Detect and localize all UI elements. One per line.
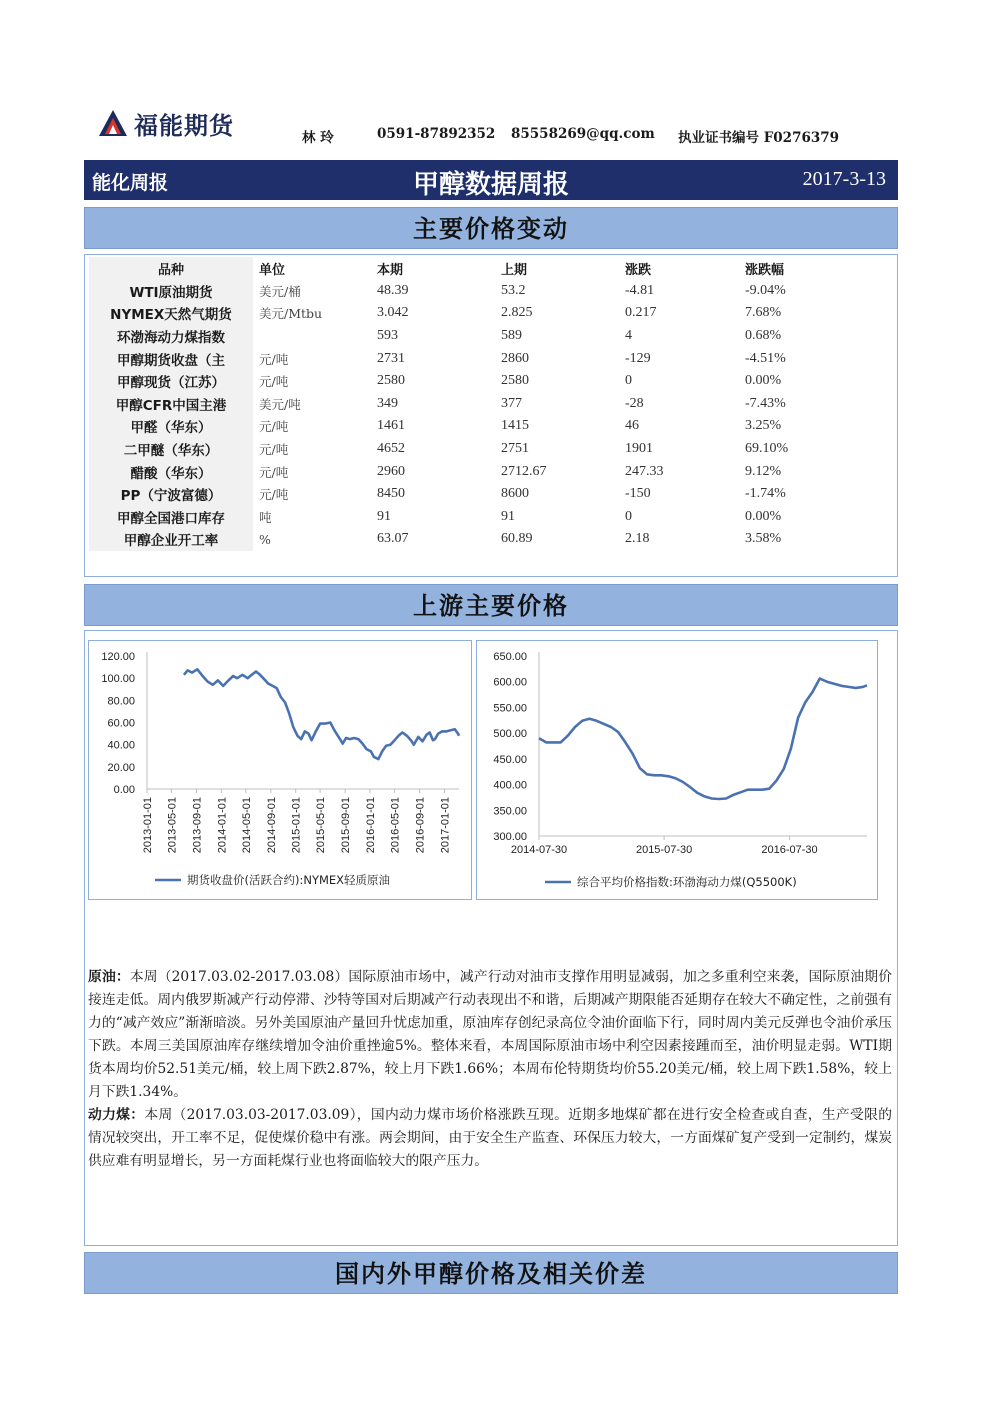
coal-index-chart-svg: [477, 641, 879, 901]
previous-cell: 2712.67: [501, 463, 547, 479]
crude-oil-chart-svg: [89, 641, 473, 901]
table-header-row: [89, 257, 855, 280]
y-tick-label: 40.00: [107, 739, 135, 752]
change-cell: 1901: [625, 441, 653, 457]
change-cell: 247.33: [625, 463, 664, 479]
previous-cell: 53.2: [501, 282, 526, 298]
x-tick-label: 2015-07-30: [635, 844, 693, 856]
coal-label: 动力煤：: [88, 1107, 145, 1123]
unit-cell: %: [259, 531, 271, 547]
table-row: [89, 347, 855, 370]
crude-commentary: [88, 966, 892, 1104]
current-cell: 91: [377, 508, 391, 524]
pct-cell: 69.10%: [745, 441, 789, 457]
change-cell: 0: [625, 508, 632, 524]
variety-cell: WTI原油期货: [89, 280, 253, 303]
change-cell: 4: [625, 328, 632, 344]
x-tick-label: 2017-01-01: [439, 797, 452, 854]
x-tick-label: 2016-09-01: [414, 797, 427, 854]
pct-cell: 0.00%: [745, 508, 782, 524]
current-cell: 8450: [377, 486, 405, 502]
crude-label: 原油：: [88, 969, 130, 985]
change-cell: 2.18: [625, 531, 650, 547]
current-cell: 63.07: [377, 531, 409, 547]
pct-cell: 0.00%: [745, 373, 782, 389]
unit-cell: 元/吨: [259, 374, 289, 390]
x-tick-label: 2014-01-01: [216, 797, 229, 854]
x-tick-label: 2014-07-30: [510, 844, 568, 856]
market-commentary: [88, 966, 892, 1173]
y-tick-label: 500.00: [493, 728, 527, 741]
current-cell: 349: [377, 395, 398, 411]
header-variety: 品种: [89, 257, 253, 280]
variety-cell: 甲醇现货（江苏）: [89, 370, 253, 393]
series-line: [184, 669, 459, 759]
table-row: [89, 393, 855, 416]
pct-cell: 7.68%: [745, 305, 782, 321]
change-cell: -28: [625, 395, 644, 411]
current-cell: 2580: [377, 373, 405, 389]
unit-cell: 元/吨: [259, 464, 289, 480]
legend-label: 期货收盘价(活跃合约):NYMEX轻质原油: [187, 873, 391, 887]
x-tick-label: 2013-09-01: [191, 797, 204, 854]
pct-cell: -7.43%: [745, 395, 786, 411]
header-previous: 上期: [501, 262, 528, 278]
y-tick-label: 600.00: [493, 676, 527, 689]
change-cell: 0.217: [625, 305, 657, 321]
pct-cell: 9.12%: [745, 463, 782, 479]
y-tick-label: 0.00: [113, 784, 135, 796]
table-row: [89, 302, 855, 325]
price-table-panel: [84, 254, 898, 577]
pct-cell: -1.74%: [745, 486, 786, 502]
table-row: [89, 483, 855, 506]
x-tick-label: 2014-05-01: [240, 797, 253, 854]
previous-cell: 60.89: [501, 531, 533, 547]
unit-cell: 美元/桶: [259, 283, 301, 299]
current-cell: 48.39: [377, 282, 409, 298]
y-tick-label: 550.00: [493, 702, 527, 715]
previous-cell: 2.825: [501, 305, 533, 321]
previous-cell: 2860: [501, 350, 529, 366]
unit-cell: 元/吨: [259, 351, 289, 367]
unit-cell: 元/吨: [259, 487, 289, 503]
license-number: 执业证书编号 F0276379: [678, 130, 840, 146]
section-upstream: 上游主要价格: [84, 584, 898, 626]
section-domestic-prices: 国内外甲醇价格及相关价差: [84, 1252, 898, 1294]
unit-cell: 美元/吨: [259, 396, 301, 412]
header-unit: 单位: [259, 262, 286, 278]
current-cell: 2731: [377, 350, 405, 366]
current-cell: 593: [377, 328, 398, 344]
y-tick-label: 100.00: [101, 673, 135, 686]
x-tick-label: 2015-05-01: [315, 797, 328, 854]
x-tick-label: 2016-05-01: [389, 797, 402, 854]
legend-label: 综合平均价格指数:环渤海动力煤(Q5500K): [577, 875, 797, 889]
table-row: [89, 460, 855, 483]
previous-cell: 377: [501, 395, 522, 411]
y-tick-label: 450.00: [493, 753, 527, 766]
unit-cell: 元/吨: [259, 442, 289, 458]
previous-cell: 8600: [501, 486, 529, 502]
change-cell: 0: [625, 373, 632, 389]
y-tick-label: 300.00: [493, 831, 527, 843]
header-pct: 涨跌幅: [745, 262, 785, 278]
previous-cell: 2580: [501, 373, 529, 389]
pct-cell: 3.25%: [745, 418, 782, 434]
variety-cell: NYMEX天然气期货: [89, 302, 253, 325]
logo-text: 福能期货: [134, 111, 234, 140]
variety-cell: 甲醇企业开工率: [89, 528, 253, 551]
current-cell: 2960: [377, 463, 405, 479]
x-tick-label: 2014-09-01: [265, 797, 278, 854]
report-category: 能化周报: [92, 172, 169, 194]
variety-cell: 甲醇全国港口库存: [89, 506, 253, 529]
y-tick-label: 60.00: [107, 717, 135, 730]
header-change: 涨跌: [625, 262, 652, 278]
company-logo: [98, 106, 234, 140]
table-row: [89, 325, 855, 348]
table-row: [89, 280, 855, 303]
y-tick-label: 80.00: [107, 695, 135, 708]
x-tick-label: 2015-09-01: [340, 797, 353, 854]
y-tick-label: 400.00: [493, 779, 527, 792]
variety-cell: 甲醇CFR中国主港: [89, 393, 253, 416]
variety-cell: 甲醛（华东）: [89, 415, 253, 438]
y-tick-label: 350.00: [493, 805, 527, 818]
table-row: [89, 438, 855, 461]
report-date: 2017-3-13: [802, 168, 886, 190]
logo-triangle-icon: [98, 108, 128, 138]
previous-cell: 2751: [501, 441, 529, 457]
crude-text: 本周（2017.03.02-2017.03.08）国际原油市场中，减产行动对油市支撑作用明显减弱，加之多重利空来袭，国际原油期价接连走低。周内俄罗斯减产行动停滞、沙特等国对后期减产行动表现出不和谐，后期减产期限能否延期存在较大不确定性，之前强有力的“减产效应”渐渐暗淡。另外美国原油产量回升忧虑加重，原油库存创纪录高位令油价面临下行，同时周内美元反弹也令油价承压下跌。本周三美国原油库存继续增加令油价重挫逾5%。整体来看，本周国际原油市场中利空因素接踵而至，油价明显走弱。WTI期货本周均价52.51美元/桶，较上周下跌2.87%，较上月下跌1.66%；本周布伦特期货均价55.20美元/桶，较上周下跌1.58%，较上月下跌1.34%。: [88, 969, 892, 1100]
change-cell: -129: [625, 350, 651, 366]
coal-commentary: [88, 1104, 892, 1173]
previous-cell: 589: [501, 328, 522, 344]
coal-text: 本周（2017.03.03-2017.03.09），国内动力煤市场价格涨跌互现。近期多地煤矿都在进行安全检查或自查，生产受限的情况较突出，开工率不足，促使煤价稳中有涨。两会期间，由于安全生产监查、环保压力较大，一方面煤矿复产受到一定制约，煤炭供应难有明显增长，另一方面耗煤行业也将面临较大的限产压力。: [88, 1107, 893, 1169]
report-title-bar: [84, 160, 898, 200]
y-tick-label: 650.00: [493, 651, 527, 663]
current-cell: 3.042: [377, 305, 409, 321]
x-tick-label: 2016-01-01: [365, 797, 378, 854]
variety-cell: 醋酸（华东）: [89, 460, 253, 483]
pct-cell: 0.68%: [745, 328, 782, 344]
unit-cell: 元/吨: [259, 419, 289, 435]
coal-index-chart: [476, 640, 878, 900]
table-row: [89, 370, 855, 393]
section-main-prices: 主要价格变动: [84, 207, 898, 249]
header-current: 本期: [377, 262, 404, 278]
x-tick-label: 2015-01-01: [290, 797, 303, 854]
table-row: [89, 506, 855, 529]
previous-cell: 91: [501, 508, 515, 524]
current-cell: 1461: [377, 418, 405, 434]
x-tick-label: 2013-05-01: [166, 797, 179, 854]
pct-cell: -4.51%: [745, 350, 786, 366]
variety-cell: 二甲醚（华东）: [89, 438, 253, 461]
table-row: [89, 415, 855, 438]
variety-cell: 甲醇期货收盘（主: [89, 347, 253, 370]
variety-cell: PP（宁波富德）: [89, 483, 253, 506]
y-tick-label: 120.00: [101, 651, 135, 663]
series-line: [539, 679, 867, 799]
pct-cell: -9.04%: [745, 282, 786, 298]
table-row: [89, 528, 855, 551]
unit-cell: 吨: [259, 509, 272, 525]
crude-oil-chart: [88, 640, 472, 900]
price-table: [89, 257, 855, 551]
report-title: 甲醇数据周报: [412, 170, 569, 200]
change-cell: 46: [625, 418, 639, 434]
change-cell: -150: [625, 486, 651, 502]
pct-cell: 3.58%: [745, 531, 782, 547]
current-cell: 4652: [377, 441, 405, 457]
contact-name: 林 玲: [302, 130, 334, 146]
previous-cell: 1415: [501, 418, 529, 434]
contact-email[interactable]: 85558269@qq.com: [511, 126, 655, 142]
unit-cell: [253, 325, 377, 348]
unit-cell: 美元/Mtbu: [259, 306, 323, 322]
y-tick-label: 20.00: [107, 761, 135, 774]
change-cell: -4.81: [625, 282, 655, 298]
x-tick-label: 2013-01-01: [142, 797, 154, 854]
x-tick-label: 2016-07-30: [761, 844, 818, 856]
contact-phone: 0591-87892352: [377, 126, 496, 142]
variety-cell: 环渤海动力煤指数: [89, 325, 253, 348]
